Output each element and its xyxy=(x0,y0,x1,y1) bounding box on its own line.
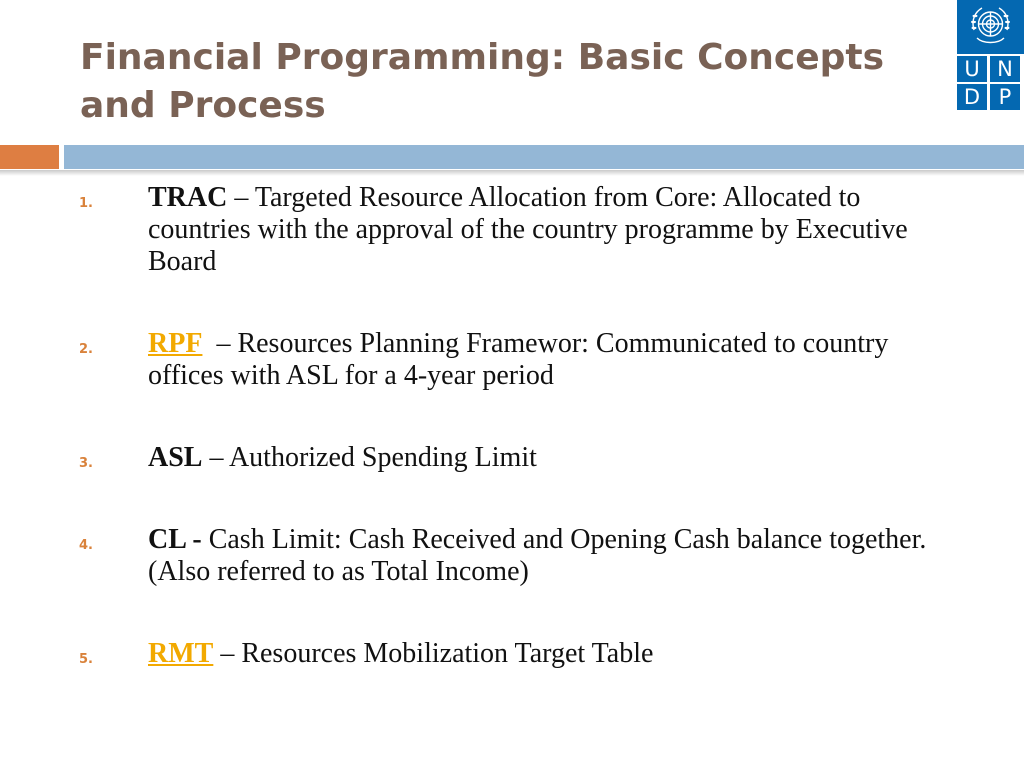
item-number: 2. xyxy=(79,342,93,357)
item-number: 1. xyxy=(79,196,93,211)
item-separator: – xyxy=(202,328,238,359)
item-text xyxy=(148,328,958,392)
item-separator xyxy=(202,524,209,555)
item-term-link[interactable]: RMT xyxy=(148,638,214,669)
item-term-link[interactable]: RPF xyxy=(148,328,203,359)
item-description: Resources Planning Framewor: Communicated to country offices with ASL for a 4-year period xyxy=(148,328,889,391)
logo-letter-p: P xyxy=(990,84,1020,110)
item-separator: – xyxy=(227,182,255,213)
slide-title: Financial Programming: Basic Concepts and Process xyxy=(80,37,885,126)
logo-letter-u: U xyxy=(957,56,987,82)
item-number: 3. xyxy=(79,456,93,471)
item-term: TRAC xyxy=(148,182,228,213)
logo-letter-n: N xyxy=(990,56,1020,82)
item-description: Authorized Spending Limit xyxy=(228,442,537,473)
item-description: Targeted Resource Allocation from Core: Allocated to countries with the approval of the country programme by Executive Board xyxy=(148,182,908,277)
item-term: CL - xyxy=(148,524,202,555)
item-separator: – xyxy=(213,638,242,669)
item-number: 5. xyxy=(79,652,93,667)
item-description: Resources Mobilization Target Table xyxy=(241,638,654,669)
item-separator: – xyxy=(202,442,229,473)
item-text xyxy=(148,524,958,588)
item-text xyxy=(148,182,958,278)
logo-letter-d: D xyxy=(957,84,987,110)
item-number: 4. xyxy=(79,538,93,553)
item-term: ASL xyxy=(148,442,203,473)
item-text xyxy=(148,638,958,670)
item-text xyxy=(148,442,958,474)
item-description: Cash Limit: Cash Received and Opening Cash balance together. (Also referred to as Total Income) xyxy=(148,524,927,587)
